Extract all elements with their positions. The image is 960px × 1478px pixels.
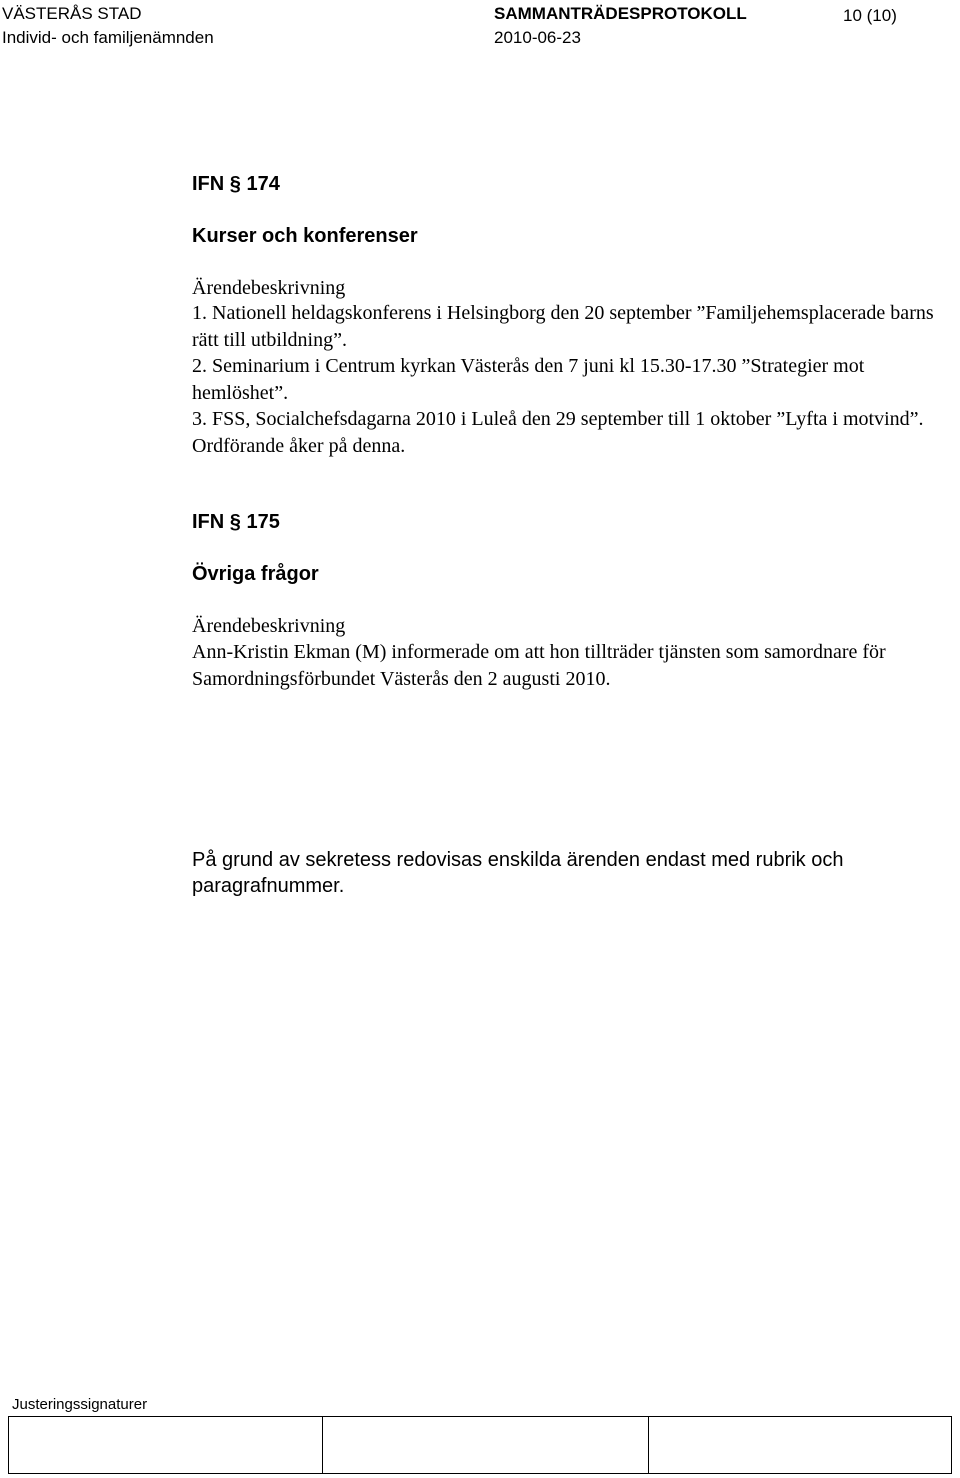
signature-cell-3 [648, 1417, 951, 1473]
section-174-item-3: 3. FSS, Socialchefsdagarna 2010 i Luleå den 29 september till 1 oktober ”Lyfta i motvind”. Ordförande åker på denna. [192, 408, 924, 457]
section-174-item-1: 1. Nationell heldagskonferens i Helsingborg den 20 september ”Familjehemsplacerade barns rätt till utbildning”. [192, 302, 934, 351]
signature-label: Justeringssignaturer [12, 1396, 148, 1413]
signature-table [8, 1416, 952, 1474]
signature-cell-2 [322, 1417, 648, 1473]
department-name: Individ- och familjenämnden [2, 28, 214, 47]
section-174-item-2: 2. Seminarium i Centrum kyrkan Västerås den 7 juni kl 15.30-17.30 ”Strategier mot hemlöshet”. [192, 355, 865, 404]
section-174-paragraph-number: IFN § 174 [192, 173, 280, 195]
section-175-body [192, 639, 942, 692]
document-date: 2010-06-23 [494, 28, 581, 47]
organization-name: VÄSTERÅS STAD [2, 4, 142, 23]
section-175-text: Ann-Kristin Ekman (M) informerade om att hon tillträder tjänsten som samordnare för Samordningsförbundet Västerås den 2 augusti 2010. [192, 641, 886, 690]
document-type: SAMMANTRÄDESPROTOKOLL [494, 4, 747, 23]
section-174-label: Ärendebeskrivning [192, 277, 346, 299]
section-175-heading: Övriga frågor [192, 563, 319, 585]
signature-cell-1 [9, 1417, 322, 1473]
section-175-paragraph-number: IFN § 175 [192, 511, 280, 533]
section-174-heading: Kurser och konferenser [192, 225, 418, 247]
confidentiality-note: På grund av sekretess redovisas enskilda ärenden endast med rubrik och paragrafnummer. [192, 849, 844, 897]
section-175-label: Ärendebeskrivning [192, 615, 346, 637]
page-number: 10 (10) [843, 6, 897, 25]
section-174-body [192, 300, 942, 459]
